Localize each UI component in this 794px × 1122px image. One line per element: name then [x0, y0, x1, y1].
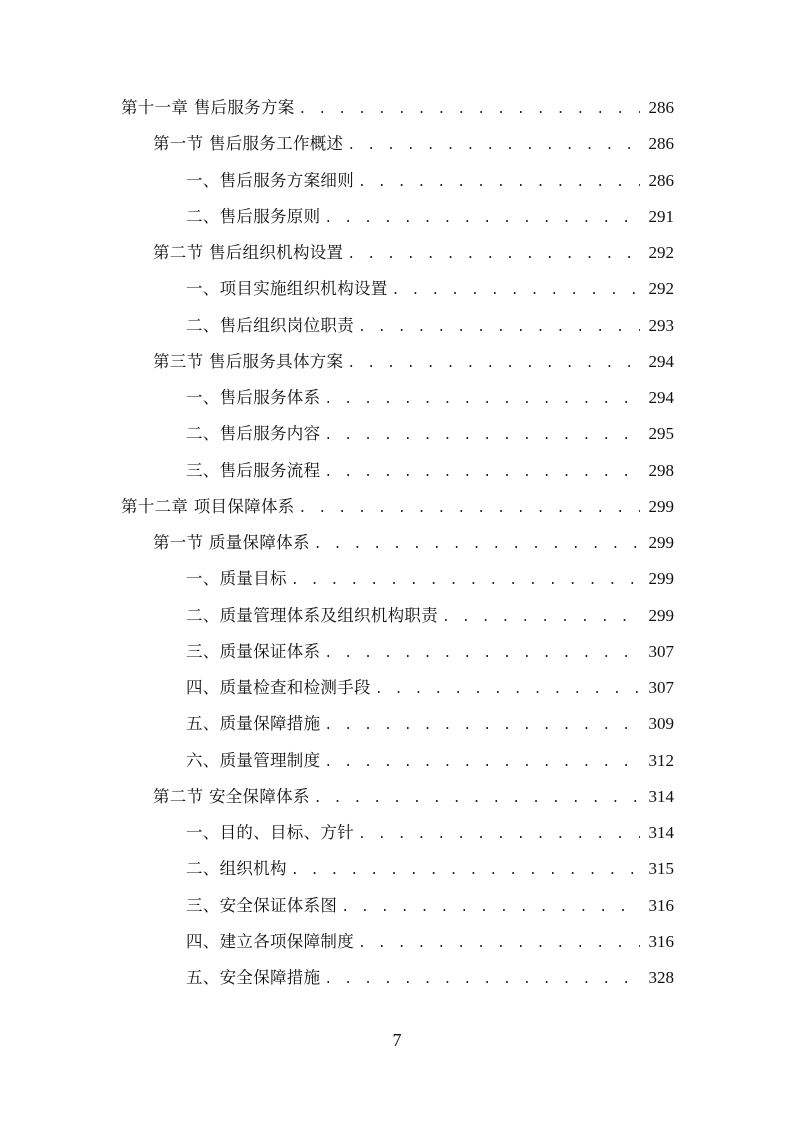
toc-entry-page: 309: [648, 714, 674, 733]
toc-dot-leader: [358, 168, 640, 198]
toc-dot-leader: [347, 131, 640, 161]
toc-entry[interactable]: [186, 564, 674, 594]
toc-entry-label: 第二节 安全保障体系: [153, 787, 310, 806]
toc-entry-page: 307: [648, 678, 674, 697]
toc-entry-page: 299: [648, 533, 674, 552]
toc-dot-leader: [291, 566, 640, 596]
toc-entry[interactable]: [153, 782, 674, 812]
toc-dot-leader: [375, 675, 640, 705]
toc-entry[interactable]: [186, 963, 674, 993]
toc-entry[interactable]: [153, 238, 674, 268]
toc-dot-leader: [358, 929, 640, 959]
toc-entry-page: 307: [648, 642, 674, 661]
toc-dot-leader: [299, 95, 640, 125]
toc-entry-page: 314: [648, 823, 674, 842]
toc-entry-page: 316: [648, 932, 674, 951]
toc-entry-page: 294: [648, 388, 674, 407]
toc-entry[interactable]: [153, 347, 674, 377]
toc-entry-label: 四、建立各项保障制度: [186, 932, 354, 951]
toc-entry-label: 二、售后服务原则: [186, 207, 321, 226]
toc-entry-label: 一、售后服务方案细则: [186, 171, 354, 190]
toc-entry-label: 六、质量管理制度: [186, 751, 321, 770]
toc-entry-label: 三、售后服务流程: [186, 461, 321, 480]
toc-entry-label: 四、质量检查和检测手段: [186, 678, 371, 697]
toc-dot-leader: [347, 349, 640, 379]
toc-dot-leader: [324, 965, 640, 995]
toc-entry-page: 292: [648, 279, 674, 298]
toc-entry-page: 299: [648, 497, 674, 516]
toc-dot-leader: [299, 494, 640, 524]
toc-entry-label: 第十一章 售后服务方案: [121, 98, 295, 117]
toc-dot-leader: [324, 204, 640, 234]
toc-entry-page: 286: [648, 98, 674, 117]
toc-entry-label: 五、安全保障措施: [186, 968, 321, 987]
toc-entry-page: 292: [648, 243, 674, 262]
toc-dot-leader: [324, 458, 640, 488]
toc-entry[interactable]: [186, 673, 674, 703]
toc-entry-label: 五、质量保障措施: [186, 714, 321, 733]
toc-entry[interactable]: [186, 166, 674, 196]
toc-entry[interactable]: [153, 528, 674, 558]
toc-entry-label: 二、售后服务内容: [186, 424, 321, 443]
toc-dot-leader: [324, 711, 640, 741]
toc-entry-label: 一、项目实施组织机构设置: [186, 279, 388, 298]
toc-entry-page: 314: [648, 787, 674, 806]
toc-entry[interactable]: [121, 93, 674, 123]
toc-entry-label: 三、安全保证体系图: [186, 896, 338, 915]
toc-entry-label: 一、目的、目标、方针: [186, 823, 354, 842]
toc-entry-page: 315: [648, 859, 674, 878]
toc-entry[interactable]: [186, 601, 674, 631]
toc-dot-leader: [392, 276, 640, 306]
toc-entry-page: 295: [648, 424, 674, 443]
toc-entry-page: 286: [648, 171, 674, 190]
toc-entry-page: 293: [648, 316, 674, 335]
toc-entry-label: 三、质量保证体系: [186, 642, 321, 661]
toc-entry-label: 二、售后组织岗位职责: [186, 316, 354, 335]
toc-entry[interactable]: [186, 419, 674, 449]
toc-dot-leader: [324, 748, 640, 778]
toc-dot-leader: [358, 820, 640, 850]
toc-dot-leader: [291, 856, 640, 886]
toc-entry-label: 第三节 售后服务具体方案: [153, 352, 344, 371]
toc-dot-leader: [347, 240, 640, 270]
toc-entry[interactable]: [186, 637, 674, 667]
toc-entry-label: 第一节 质量保障体系: [153, 533, 310, 552]
toc-entry-page: 328: [648, 968, 674, 987]
toc-entry-page: 299: [648, 606, 674, 625]
toc-entry-label: 二、组织机构: [186, 859, 287, 878]
toc-dot-leader: [324, 421, 640, 451]
toc-entry[interactable]: [186, 927, 674, 957]
toc-entry-label: 二、质量管理体系及组织机构职责: [186, 606, 438, 625]
toc-dot-leader: [314, 530, 640, 560]
toc-entry[interactable]: [186, 274, 674, 304]
toc-entry-label: 一、售后服务体系: [186, 388, 321, 407]
toc-entry[interactable]: [186, 854, 674, 884]
toc-entry[interactable]: [153, 129, 674, 159]
toc-entry-label: 第一节 售后服务工作概述: [153, 134, 344, 153]
toc-entry-page: 299: [648, 569, 674, 588]
toc-dot-leader: [442, 603, 640, 633]
toc-entry-page: 294: [648, 352, 674, 371]
toc-entry[interactable]: [186, 456, 674, 486]
toc-entry-label: 第十二章 项目保障体系: [121, 497, 295, 516]
toc-entry-page: 291: [648, 207, 674, 226]
toc-dot-leader: [324, 385, 640, 415]
toc-dot-leader: [358, 313, 640, 343]
toc-entry[interactable]: [186, 891, 674, 921]
toc-entry[interactable]: [186, 311, 674, 341]
toc-entry-page: 298: [648, 461, 674, 480]
toc-entry-label: 一、质量目标: [186, 569, 287, 588]
toc-dot-leader: [341, 893, 640, 923]
toc-entry[interactable]: [121, 492, 674, 522]
toc-dot-leader: [314, 784, 640, 814]
toc-entry[interactable]: [186, 746, 674, 776]
toc-entry-label: 第二节 售后组织机构设置: [153, 243, 344, 262]
toc-entry-page: 316: [648, 896, 674, 915]
toc-entry[interactable]: [186, 202, 674, 232]
toc-entry-page: 286: [648, 134, 674, 153]
page-number: 7: [392, 1030, 402, 1050]
toc-entry-page: 312: [648, 751, 674, 770]
toc-entry[interactable]: [186, 383, 674, 413]
toc-entry[interactable]: [186, 709, 674, 739]
toc-dot-leader: [324, 639, 640, 669]
toc-entry[interactable]: [186, 818, 674, 848]
